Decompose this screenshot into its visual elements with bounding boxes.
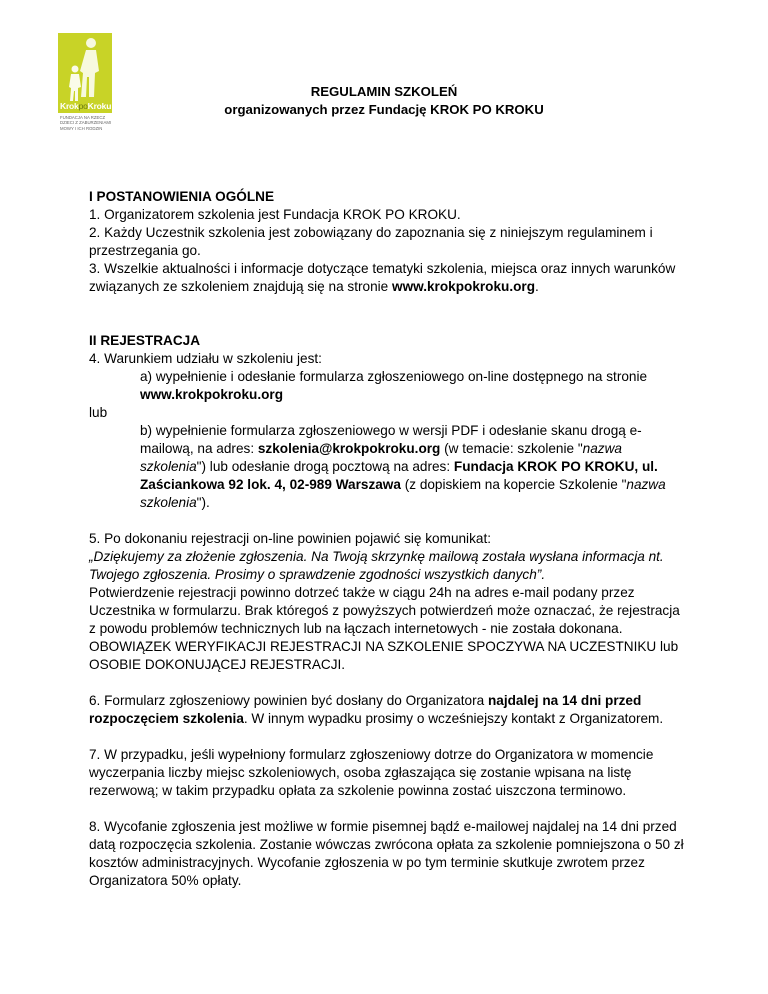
paragraph-7: 7. W przypadku, jeśli wypełniony formularz zgłoszeniowy dotrze do Organizatora w momencie wyczerpania liczby miejsc szkoleniowych, osoba zgłaszająca się zostanie wpisana na listę rezerwową; w takim przypadku opłata za szkolenie powinna zostać uiszczona terminowo. [89,747,654,798]
document-subtitle: organizowanych przez Fundację KROK PO KROKU [224,102,544,117]
or-label: lub [89,405,108,420]
document-body [89,188,689,890]
logo-brand-text: KrokpoKroku [60,101,112,111]
paragraph-2: 2. Każdy Uczestnik szkolenia jest zobowiązany do zapoznania się z niniejszym regulaminem i przestrzegania go. [89,225,653,258]
paragraph-8: 8. Wycofanie zgłoszenia jest możliwe w formie pisemnej bądź e-mailowej najdalej na 14 dni przed datą rozpoczęcia szkolenia. Zostanie wówczas zwrócona opłata za szkolenie pomniejszona o 50 zł kosztów administracyjnych. Wycofanie zgłoszenia w po tym terminie skutkuje zwrotem przez Organizatora 50% opłaty. [89,819,684,888]
section-heading: II REJESTRACJA [89,333,201,348]
paragraph-1: 1. Organizatorem szkolenia jest Fundacja KROK PO KROKU. [89,207,461,222]
paragraph-5-quote: „Dziękujemy za złożenie zgłoszenia. Na Twoją skrzynkę mailową została wysłana informacja nt. Twojego zgłoszenia. Prosimy o sprawdzenie zgodności wszystkich danych”. [89,549,664,582]
paragraph-3: 3. Wszelkie aktualności i informacje dotyczące tematyki szkolenia, miejsca oraz innych warunków związanych ze szkoleniem znajdują się na stronie www.krokpokroku.org. [89,261,676,294]
paragraph-6: 6. Formularz zgłoszeniowy powinien być dosłany do Organizatora najdalej na 14 dni przed rozpoczęciem szkolenia. W innym wypadku prosimy o wcześniejszy kontakt z Organizatorem. [89,693,664,726]
document-header [0,83,768,119]
postal-address: Fundacja KROK PO KROKU, ul. Zaściankowa 92 lok. 4, 02-989 Warszawa [140,459,658,492]
document-title: REGULAMIN SZKOLEŃ [310,84,458,99]
website-link: www.krokpokroku.org [392,279,536,294]
paragraph-4a: a) wypełnienie i odesłanie formularza zgłoszeniowego on-line dostępnego na stronie www.krokpokroku.org [140,369,648,402]
paragraph-4: 4. Warunkiem udziału w szkoleniu jest: [89,351,322,366]
paragraph-5-notice: OBOWIĄZEK WERYFIKACJI REJESTRACJI NA SZKOLENIE SPOCZYWA NA UCZESTNIKU lub OSOBIE DOKONUJĄCEJ REJESTRACJI. [89,639,679,672]
paragraph-4b: b) wypełnienie formularza zgłoszeniowego w wersji PDF i odesłanie skanu drogą e-mailową, na adres: szkolenia@krokpokroku.org (w temacie: szkolenie "nazwa szkolenia") lub odesłanie drogą pocztową na adres: Fundacja KROK PO KROKU, ul. Zaściankowa 92 lok. 4, 02-989 Warszawa (z dopiskiem na kopercie Szkolenie "nazwa szkolenia"). [140,423,666,510]
website-link: www.krokpokroku.org [140,387,284,402]
paragraph-5-body: Potwierdzenie rejestracji powinno dotrzeć także w ciągu 24h na adres e-mail podany przez Uczestnika w formularzu. Brak któregoś z powyższych potwierdzeń może oznaczać, że rejestracja z powodu problemów technicznych lub na łączach internetowych - nie została dokonana. [89,585,680,636]
email-address: szkolenia@krokpokroku.org [257,441,441,456]
section-heading: I POSTANOWIENIA OGÓLNE [89,189,275,204]
paragraph-5-intro: 5. Po dokonaniu rejestracji on-line powinien pojawić się komunikat: [89,531,491,546]
logo-subtitle: FUNDACJA NA RZECZ DZIECI Z ZABURZENIAMI MOWY I ICH RODZIN [60,115,112,131]
